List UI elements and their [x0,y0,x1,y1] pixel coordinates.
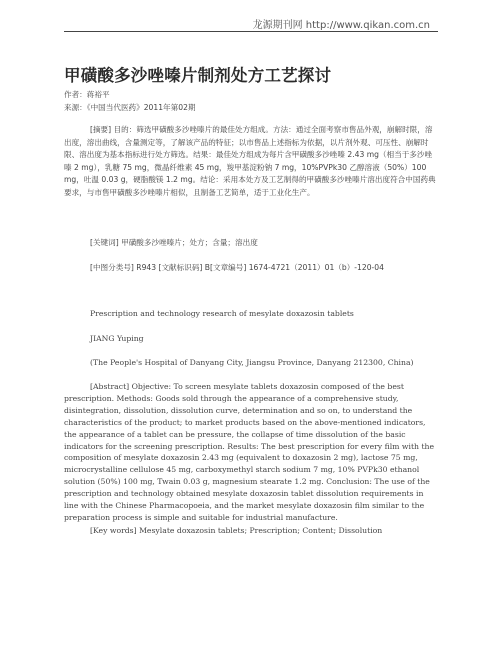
article-title: 甲磺酸多沙唑嗪片制剂处方工艺探讨 [64,66,332,85]
english-title: Prescription and technology research of mesylate doxazosin tablets [90,309,354,318]
source-line: 来源：《中国当代医药》2011年第02期 [64,103,196,112]
author-line: 作者：蒋裕平 [64,90,110,99]
abstract-chinese: [摘要] 目的：筛选甲磺酸多沙唑嗪片的最佳处方组成。方法：通过全面考察市售品外观，崩解时限，溶出度，溶出曲线，含量测定等，了解该产品的特征；以市售品上述指标为依据，以片剂外观、可压性、崩解时限、溶出度为基本指标进行处方筛选。结果：最佳处方组成为每片含甲磺酸多沙唑嗪 2.43 mg（相当于多沙唑嗪 2 mg），乳糖 75 mg，微晶纤维素 45 mg，羧甲基淀粉钠 7 mg，10%PVPk30 乙醇溶液（50%）100 mg，吐温 0.03 g，硬脂酸镁 1.2 mg。结论：采用本处方及工艺制得的甲磺酸多沙唑嗪片溶出度符合中国药典要求，与市售甲磺酸多沙唑嗪片相似，且制备工艺简单，适于工业化生产。 [64,125,436,197]
english-author: JIANG Yuping [90,334,144,343]
keywords-english: [Key words] Mesylate doxazosin tablets; Prescription; Content; Dissolution [90,526,383,535]
keywords-chinese: [关键词] 甲磺酸多沙唑嗪片；处方；含量；溶出度 [90,238,258,247]
english-affiliation: (The People's Hospital of Danyang City, Jiangsu Province, Danyang 212300, China) [90,358,414,367]
journal-site-header: 龙源期刊网 http://www.qikan.com.cn [252,20,430,31]
abstract-english: [Abstract] Objective: To screen mesylate tablets doxazosin composed of the best prescription. Methods: Goods sold through the appearance of a comprehensive study, disintegration, dissolution, dissolution curve, determination and so on, to understand the characteristics of the product; to market products based on the above-mentioned indicators, the appearance of a tablet can be pressure, the collapse of time dissolution of the basic indicators for the screening prescription. Results: The best prescription for every film with the composition of mesylate doxazosin 2.43 mg (equivalent to doxazosin 2 mg), lactose 75 mg, microcrystalline cellulose 45 mg, carboxymethyl starch sodium 7 mg, 10% PVPk30 ethanol solution (50%) 100 mg, Twain 0.03 g, magnesium stearate 1.2 mg. Conclusion: The use of the prescription and technology obtained mesylate doxazosin tablet dissolution requirements in line with the Chinese Pharmacopoeia, and the market mesylate doxazosin film similar to the preparation process is simple and suitable for industrial manufacture. [64,382,435,522]
classification-line: [中图分类号] R943 [文献标识码] B[文章编号] 1674-4721（2011）01（b）-120-04 [90,263,384,272]
header-divider [64,31,438,32]
